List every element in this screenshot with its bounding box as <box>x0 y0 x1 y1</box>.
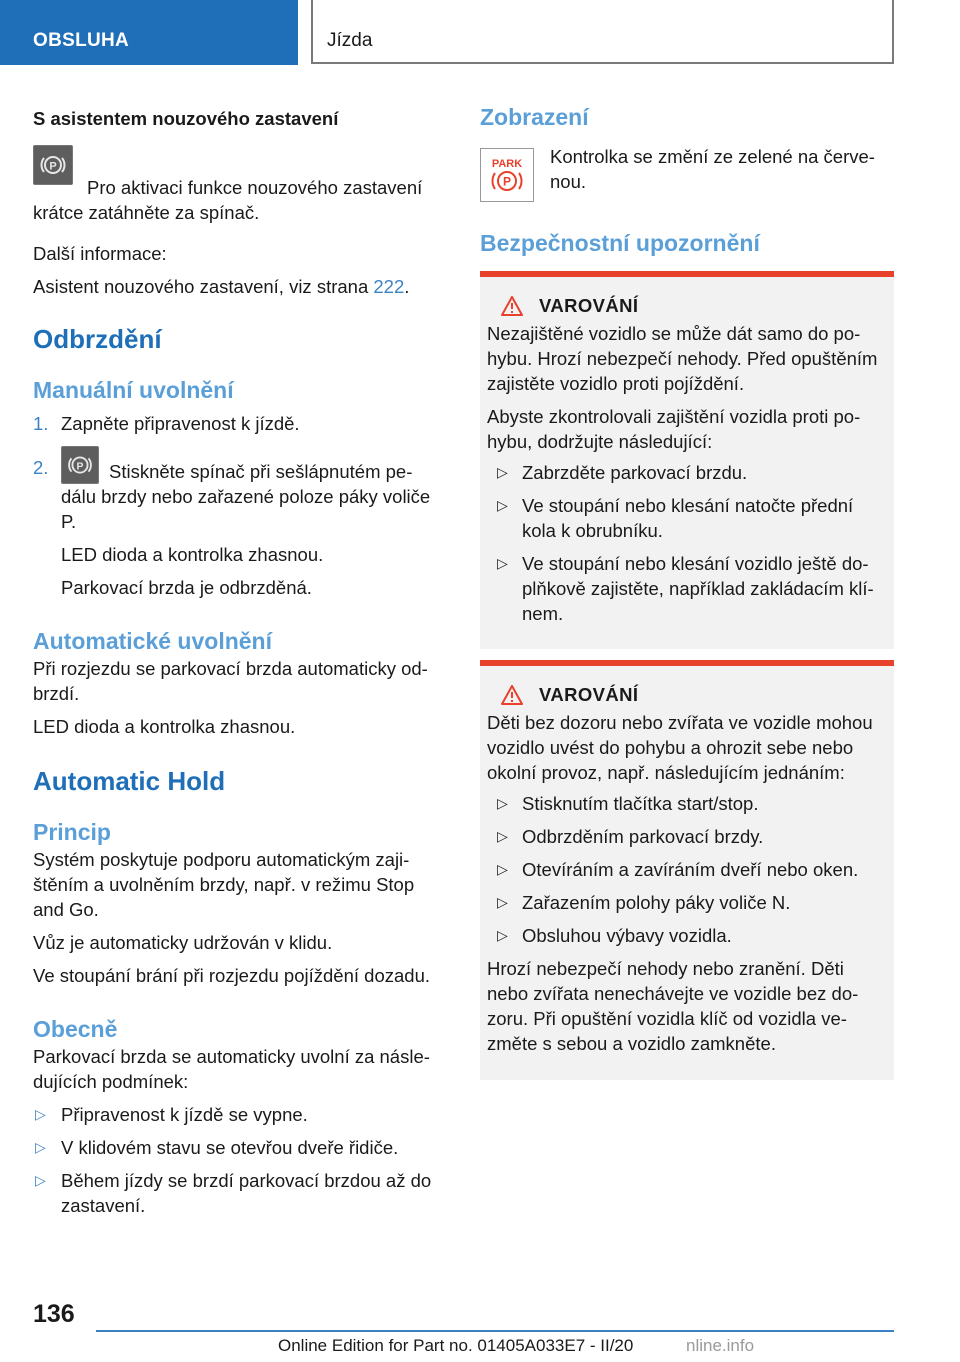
warning-box-1 <box>480 271 894 649</box>
more-info-label: Další informace: <box>33 243 167 264</box>
park-label: PARK <box>491 158 523 170</box>
park-p-letter: P <box>502 174 512 189</box>
manual-after-1: LED dioda a kontrolka zhasnou. <box>61 544 324 565</box>
warning-header <box>487 295 886 317</box>
chapter-header <box>311 0 894 64</box>
auto-release-heading: Automatické uvolnění <box>33 628 272 654</box>
list-item-text: Během jízdy se brzdí parkovací brzdou až do zastavení. <box>61 1170 432 1216</box>
list-item <box>487 890 886 915</box>
release-heading: Odbrzdění <box>33 324 162 354</box>
principle-heading: Princip <box>33 819 111 845</box>
page-link[interactable]: 222 <box>373 276 405 297</box>
reference-end: . <box>404 276 410 297</box>
list-item-text: Obsluhou výbavy vozidla. <box>522 925 732 946</box>
bullet-triangle-icon: ▷ <box>497 927 508 943</box>
safety-heading: Bezpečnostní upozornění <box>480 230 760 256</box>
list-item <box>487 791 886 816</box>
warning-text-2: Hrozí nebezpečí nehody nebo zranění. Děti nebo zvířata nenechávejte ve vozidle bez do-zoru. Při opuštění vozidla klíč od vozidla ve-změte s sebou a vozidlo zamkněte. <box>487 958 859 1054</box>
bullet-triangle-icon: ▷ <box>497 497 508 513</box>
warning-text-1: Nezajištěné vozidlo se může dát samo do po-hybu. Hrozí nebezpečí nehody. Před opuštěním zajistěte vozidlo proti pojíždění. <box>487 323 878 394</box>
step-text: Stiskněte spínač při sešlápnutém pe-dálu brzdy nebo zařazené poloze páky voliče P. <box>61 461 431 532</box>
list-item <box>487 493 886 543</box>
step-text: Zapněte připravenost k jízdě. <box>61 413 300 434</box>
bullet-triangle-icon: ▷ <box>497 555 508 571</box>
step-number: 1. <box>33 413 49 434</box>
bullet-triangle-icon: ▷ <box>497 861 508 877</box>
list-item <box>33 1168 438 1218</box>
list-item-text: Otevíráním a zavíráním dveří nebo oken. <box>522 859 859 880</box>
list-item <box>487 551 886 626</box>
list-item <box>487 857 886 882</box>
general-text: Parkovací brzda se automaticky uvolní za násle-dujících podmínek: <box>33 1046 430 1092</box>
warning-triangle-icon <box>501 296 523 316</box>
list-item <box>487 824 886 849</box>
list-item <box>487 923 886 948</box>
warning-list <box>487 460 886 626</box>
footer-divider <box>96 1330 894 1332</box>
list-item <box>33 1135 438 1160</box>
section-tab[interactable] <box>0 0 298 65</box>
list-item-text: Ve stoupání nebo klesání vozidlo ještě do-plňkově zajistěte, například zakládacím klí-nem. <box>522 553 874 624</box>
bullet-triangle-icon: ▷ <box>35 1172 46 1188</box>
parking-brake-switch-icon <box>33 145 73 185</box>
list-item-text: Stisknutím tlačítka start/stop. <box>522 793 759 814</box>
emergency-stop-heading: S asistentem nouzového zastavení <box>33 108 339 129</box>
left-column <box>33 106 438 1218</box>
warning-triangle-icon <box>501 685 523 705</box>
watermark-text: nline.info <box>686 1336 755 1355</box>
cross-reference <box>33 274 438 299</box>
manual-after-2: Parkovací brzda je odbrzděná. <box>61 577 312 598</box>
warning-header <box>487 684 886 706</box>
general-conditions-list <box>33 1102 438 1218</box>
list-item-text: V klidovém stavu se otevřou dveře řidiče. <box>61 1137 399 1158</box>
list-item-text: Ve stoupání nebo klesání natočte přední kola k obrubníku. <box>522 495 854 541</box>
parking-brake-switch-icon <box>61 446 99 484</box>
svg-text:P: P <box>49 160 57 173</box>
step-number: 2. <box>33 457 49 478</box>
bullet-triangle-icon: ▷ <box>497 828 508 844</box>
section-tab-label: OBSLUHA <box>33 30 130 51</box>
display-block <box>480 144 894 202</box>
manual-steps-list <box>33 411 438 534</box>
list-item-text: Zařazením polohy páky voliče N. <box>522 892 791 913</box>
warning-box-2 <box>480 660 894 1080</box>
park-warning-icon <box>480 148 534 202</box>
reference-text: Asistent nouzového zastavení, viz strana <box>33 276 374 297</box>
auto-release-text-1: Při rozjezdu se parkovací brzda automaticky od-brzdí. <box>33 658 428 704</box>
list-item-text: Odbrzděním parkovací brzdy. <box>522 826 764 847</box>
right-column <box>480 102 894 258</box>
list-item <box>33 1102 438 1127</box>
auto-release-text-2: LED dioda a kontrolka zhasnou. <box>33 716 296 737</box>
automatic-hold-heading: Automatic Hold <box>33 766 226 796</box>
list-item <box>487 460 886 485</box>
list-item-text: Připravenost k jízdě se vypne. <box>61 1104 308 1125</box>
list-item <box>33 411 438 436</box>
warning-label: VAROVÁNÍ <box>539 684 639 705</box>
principle-text-3: Ve stoupání brání při rozjezdu pojíždění dozadu. <box>33 965 430 986</box>
emergency-stop-block <box>33 141 438 225</box>
bullet-triangle-icon: ▷ <box>497 795 508 811</box>
list-item <box>33 446 438 534</box>
emergency-stop-text: Pro aktivaci funkce nouzového zastavení krátce zatáhněte za spínač. <box>33 177 423 223</box>
list-item-text: Zabrzděte parkovací brzdu. <box>522 462 748 483</box>
warning-label: VAROVÁNÍ <box>539 295 639 316</box>
warning-text-2: Abyste zkontrolovali zajištění vozidla proti po-hybu, dodržujte následující: <box>487 406 861 452</box>
warning-text-1: Děti bez dozoru nebo zvířata ve vozidle mohou vozidlo uvést do pohybu a ohrozit sebe nebo okolní provoz, např. následujícím jednáním: <box>487 712 873 783</box>
display-text: Kontrolka se změní ze zelené na červe-nou. <box>550 146 875 192</box>
chapter-title: Jízda <box>327 30 373 51</box>
warning-list <box>487 791 886 948</box>
svg-text:P: P <box>76 461 84 473</box>
bullet-triangle-icon: ▷ <box>35 1106 46 1122</box>
manual-release-heading: Manuální uvolnění <box>33 377 234 403</box>
bullet-triangle-icon: ▷ <box>35 1139 46 1155</box>
principle-text-2: Vůz je automaticky udržován v klidu. <box>33 932 333 953</box>
page-number: 136 <box>33 1300 75 1328</box>
edition-text: Online Edition for Part no. 01405A033E7 - II/20 <box>278 1336 634 1355</box>
general-heading: Obecně <box>33 1016 118 1042</box>
display-heading: Zobrazení <box>480 104 589 130</box>
principle-text-1: Systém poskytuje podporu automatickým zaji-štěním a uvolněním brzdy, např. v režimu Stop and Go. <box>33 849 415 920</box>
bullet-triangle-icon: ▷ <box>497 464 508 480</box>
bullet-triangle-icon: ▷ <box>497 894 508 910</box>
